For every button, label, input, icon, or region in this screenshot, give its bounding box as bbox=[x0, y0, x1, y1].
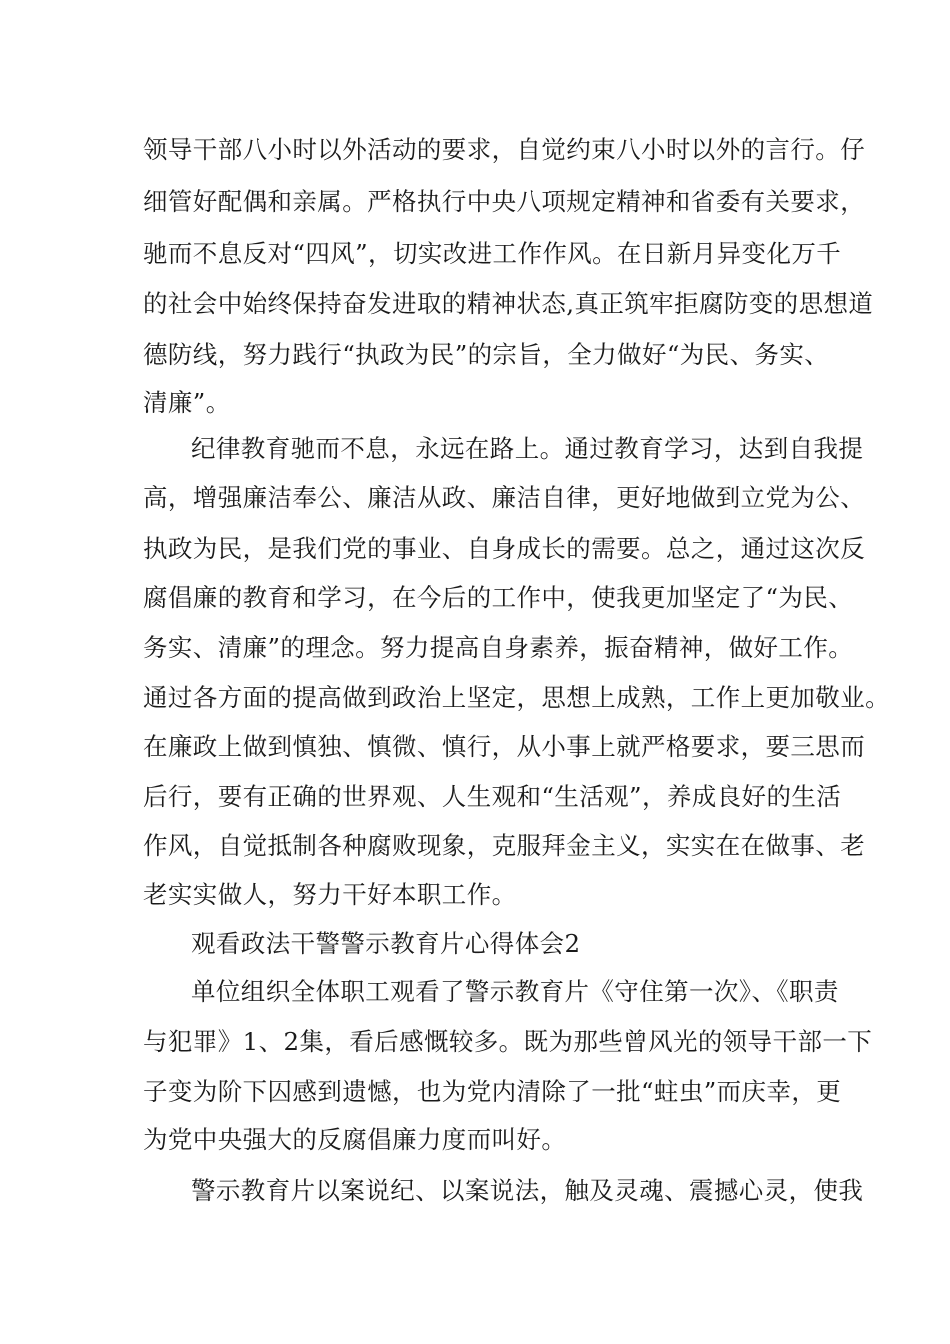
text-line: 清廉”。 bbox=[143, 388, 231, 417]
paragraph-first-line: 警示教育片以案说纪、以案说法，触及灵魂、震撼心灵，使我 bbox=[191, 1176, 864, 1205]
text-line: 通过各方面的提高做到政治上坚定，思想上成熟，工作上更加敬业。 bbox=[143, 683, 890, 712]
text-line: 作风，自觉抵制各种腐败现象，克服拜金主义，实实在在做事、老 bbox=[143, 831, 866, 860]
paragraph-first-line: 单位组织全体职工观看了警示教育片《守住第一次》、《职责 bbox=[191, 977, 839, 1006]
text-line: 腐倡廉的教育和学习，在今后的工作中，使我更加坚定了“为民、 bbox=[143, 583, 854, 612]
text-line: 后行，要有正确的世界观、人生观和“生活观”，养成良好的生活 bbox=[143, 782, 842, 811]
text-line: 子变为阶下囚感到遗憾，也为党内清除了一批“蛀虫”而庆幸，更 bbox=[143, 1077, 842, 1106]
text-line: 驰而不息反对“四风”，切实改进工作作风。在日新月异变化万千 bbox=[143, 239, 842, 268]
text-line: 在廉政上做到慎独、慎微、慎行，从小事上就严格要求，要三思而 bbox=[143, 732, 866, 761]
text-line: 细管好配偶和亲属。严格执行中央八项规定精神和省委有关要求， bbox=[143, 187, 866, 216]
text-line: 的社会中始终保持奋发进取的精神状态,真正筑牢拒腐防变的思想道 bbox=[143, 289, 874, 318]
text-line: 高，增强廉洁奉公、廉洁从政、廉洁自律，更好地做到立党为公、 bbox=[143, 483, 866, 512]
text-line: 领导干部八小时以外活动的要求，自觉约束八小时以外的言行。仔 bbox=[143, 135, 866, 164]
text-line: 老实实做人，努力干好本职工作。 bbox=[143, 880, 517, 909]
text-line: 务实、清廉”的理念。努力提高自身素养，振奋精神，做好工作。 bbox=[143, 633, 854, 662]
text-line: 与犯罪》1、2集，看后感慨较多。既为那些曾风光的领导干部一下 bbox=[143, 1027, 873, 1056]
text-line: 执政为民，是我们党的事业、自身成长的需要。总之，通过这次反 bbox=[143, 534, 866, 563]
text-line: 为党中央强大的反腐倡廉力度而叫好。 bbox=[143, 1125, 567, 1154]
paragraph-first-line: 纪律教育驰而不息，永远在路上。通过教育学习，达到自我提 bbox=[191, 434, 864, 463]
text-line: 德防线，努力践行“执政为民”的宗旨，全力做好“为民、务实、 bbox=[143, 340, 830, 369]
section-heading: 观看政法干警警示教育片心得体会2 bbox=[191, 929, 581, 958]
